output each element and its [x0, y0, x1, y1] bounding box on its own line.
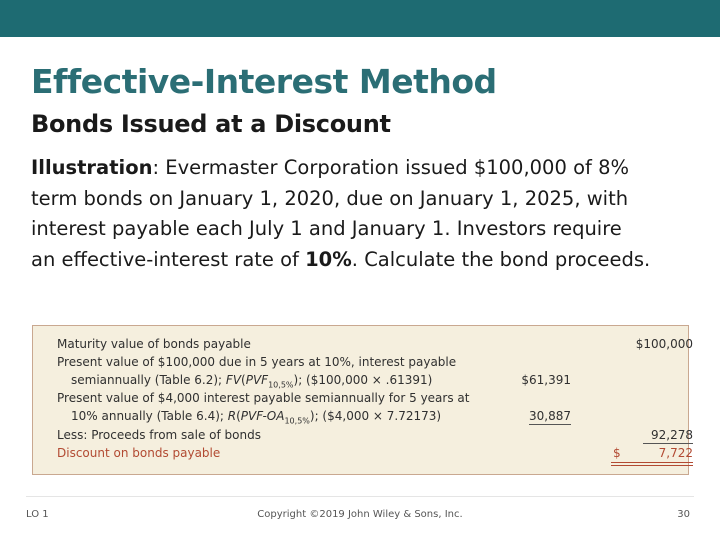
total-double-underline-1: [611, 462, 693, 463]
table-row: Discount on bonds payable $ 7,722: [33, 443, 688, 463]
table-row: 10% annually (Table 6.4); $R(PVF-OA_{10,5\%})$; ($4,000 × 7.72173) 30,887: [33, 406, 688, 426]
learning-objective: LO 1: [26, 509, 49, 520]
maturity-value: $100,000: [635, 337, 693, 351]
bond-proceeds: 92,278: [651, 428, 693, 442]
table-row: semiannually (Table 6.2); $FV(PVF_{10,5\%})$; ($100,000 × .61391) $61,391: [33, 370, 688, 390]
effective-rate: 10%: [305, 247, 352, 271]
table-row: Present value of $4,000 interest payable semiannually for 5 years at: [57, 391, 470, 405]
table-row: Less: Proceeds from sale of bonds 92,278: [33, 425, 688, 445]
footer-divider: [26, 496, 694, 497]
copyright-notice: Copyright ©2019 John Wiley & Sons, Inc.: [257, 509, 463, 520]
bond-proceeds-table: [32, 325, 693, 475]
total-double-underline-2: [611, 465, 693, 466]
top-banner: [0, 0, 720, 37]
slide-subtitle: Bonds Issued at a Discount: [31, 110, 391, 138]
illustration-line-2: term bonds on January 1, 2020, due on January 1, 2025, with: [31, 186, 629, 210]
pv-interest: 30,887: [529, 409, 571, 423]
slide-title: Effective-Interest Method: [31, 62, 497, 101]
dollar-sign: $: [613, 446, 621, 460]
illustration-paragraph: [31, 153, 711, 275]
illustration-line-1: Illustration: Evermaster Corporation issued $100,000 of 8%: [31, 156, 630, 179]
illustration-label: Illustration: [31, 156, 153, 179]
pv-principal: $61,391: [521, 373, 571, 387]
illustration-line-3: interest payable each July 1 and January 1. Investors require: [31, 217, 622, 240]
table-row: Maturity value of bonds payable $100,000: [33, 334, 688, 354]
page-number: 30: [677, 509, 690, 520]
illustration-line-4: an effective-interest rate of 10%. Calculate the bond proceeds.: [31, 247, 651, 271]
table-row: Present value of $100,000 due in 5 years at 10%, interest payable: [57, 355, 457, 369]
discount-amount: 7,722: [658, 446, 693, 460]
